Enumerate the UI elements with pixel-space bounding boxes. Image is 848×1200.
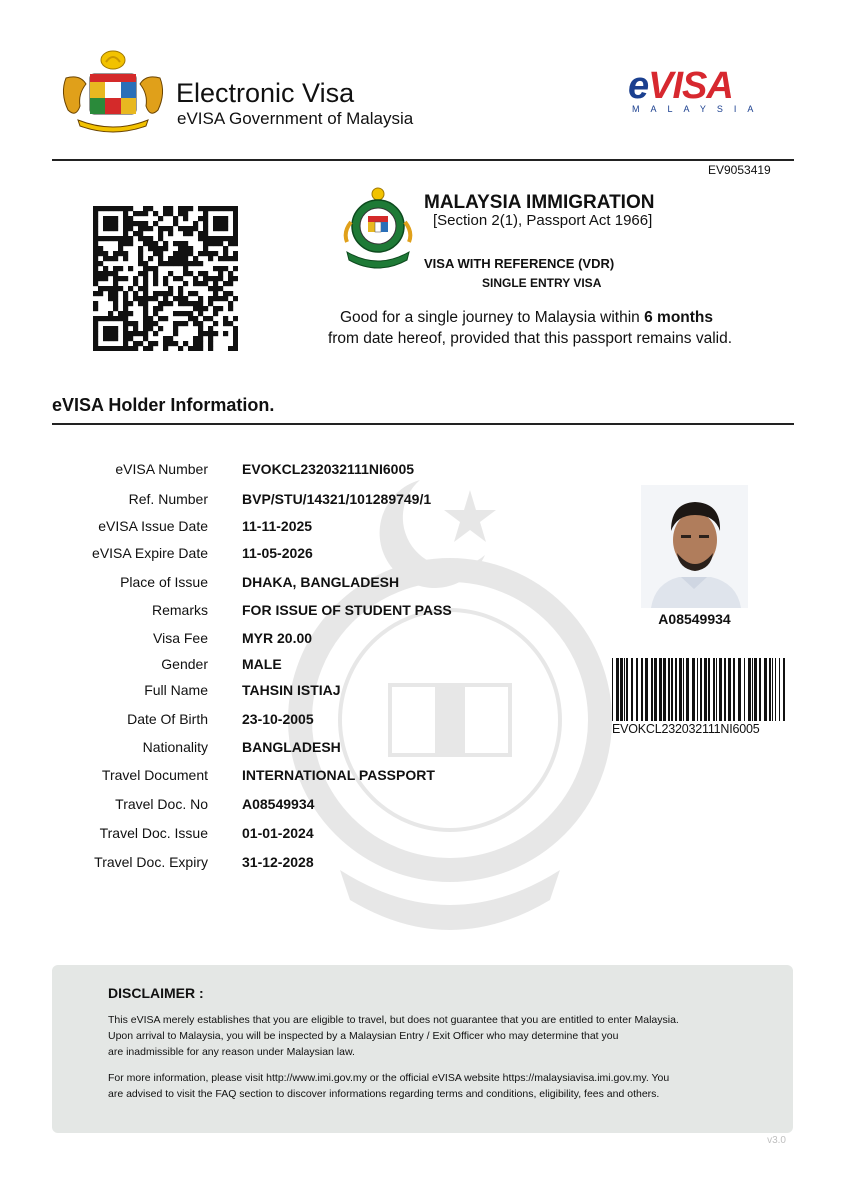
logo-visa: VISA [648,65,733,107]
disclaimer-line: are advised to visit the FAQ section to discover informations regarding terms and conditions, eligibility, fees and others. [108,1088,660,1100]
field-value: A08549934 [242,796,315,812]
field-value: FOR ISSUE OF STUDENT PASS [242,602,452,618]
barcode-icon [612,658,786,721]
section-title: eVISA Holder Information. [52,395,275,415]
field-value: INTERNATIONAL PASSPORT [242,767,435,783]
validity-text: Good for a single journey to Malaysia within [339,309,645,326]
field-label: Travel Doc. No [115,796,208,812]
entry-type: SINGLE ENTRY VISA [482,276,602,290]
immigration-watermark-icon [270,470,630,940]
field-label: Ref. Number [128,491,208,507]
authority-act: [Section 2(1), Passport Act 1966] [433,212,653,229]
field-value: 01-01-2024 [242,825,314,841]
field-label: eVISA Issue Date [98,518,208,534]
section-divider [52,423,794,425]
disclaimer-line: are inadmissible for any reason under Malaysian law. [108,1046,355,1058]
field-label: Gender [161,656,208,672]
logo-e: e [628,65,649,107]
malaysia-coat-of-arms-icon [58,48,168,134]
field-label: Travel Doc. Expiry [94,854,208,870]
field-label: Full Name [144,682,208,698]
holder-photo [641,485,748,608]
field-value: 11-05-2026 [242,545,313,561]
immigration-badge-icon [341,186,415,270]
authority-title: MALAYSIA IMMIGRATION [424,192,655,213]
field-label: Travel Doc. Issue [99,825,208,841]
field-label: eVISA Number [115,461,208,477]
field-label: Visa Fee [153,630,208,646]
version-label: v3.0 [767,1135,786,1146]
evisa-malaysia-logo [628,66,770,118]
field-value: 23-10-2005 [242,711,314,727]
disclaimer-line: This eVISA merely establishes that you are eligible to travel, but does not guarantee that you are entitled to enter Malaysia. [108,1014,679,1026]
field-label: Date Of Birth [127,711,208,727]
validity-line-2: from date hereof, provided that this passport remains valid. [327,330,733,347]
field-value: 31-12-2028 [242,854,314,870]
field-label: eVISA Expire Date [92,545,208,561]
validity-period: 6 months [644,309,714,326]
barcode-caption: EVOKCL232032111NI6005 [612,722,760,736]
photo-caption: A08549934 [658,611,731,627]
field-value: 11-11-2025 [242,518,313,534]
header-title: Electronic Visa [176,78,355,108]
disclaimer-line: Upon arrival to Malaysia, you will be inspected by a Malaysian Entry / Exit Officer who may determine that you [108,1030,619,1042]
field-label: Travel Document [101,767,208,783]
field-label: Remarks [151,602,208,618]
document-reference: EV9053419 [708,163,771,177]
disclaimer-line: For more information, please visit http://www.imi.gov.my or the official eVISA website https://malaysiavisa.imi.gov.my. You [108,1072,670,1084]
visa-type: VISA WITH REFERENCE (VDR) [424,256,615,271]
field-value: BANGLADESH [242,739,341,755]
header-subtitle: eVISA Government of Malaysia [177,109,414,128]
header-divider [52,159,794,161]
field-value: EVOKCL232032111NI6005 [242,461,415,477]
validity-line-1 [0,309,848,327]
disclaimer-heading: DISCLAIMER : [108,985,204,1001]
field-label: Nationality [142,739,208,755]
logo-country: MALAYSIA [632,104,765,114]
field-value: MYR 20.00 [242,630,313,646]
field-value: TAHSIN ISTIAJ [242,682,341,698]
field-value: BVP/STU/14321/101289749/1 [242,491,432,507]
field-value: MALE [242,656,282,672]
field-value: DHAKA, BANGLADESH [242,574,400,590]
field-label: Place of Issue [120,574,208,590]
